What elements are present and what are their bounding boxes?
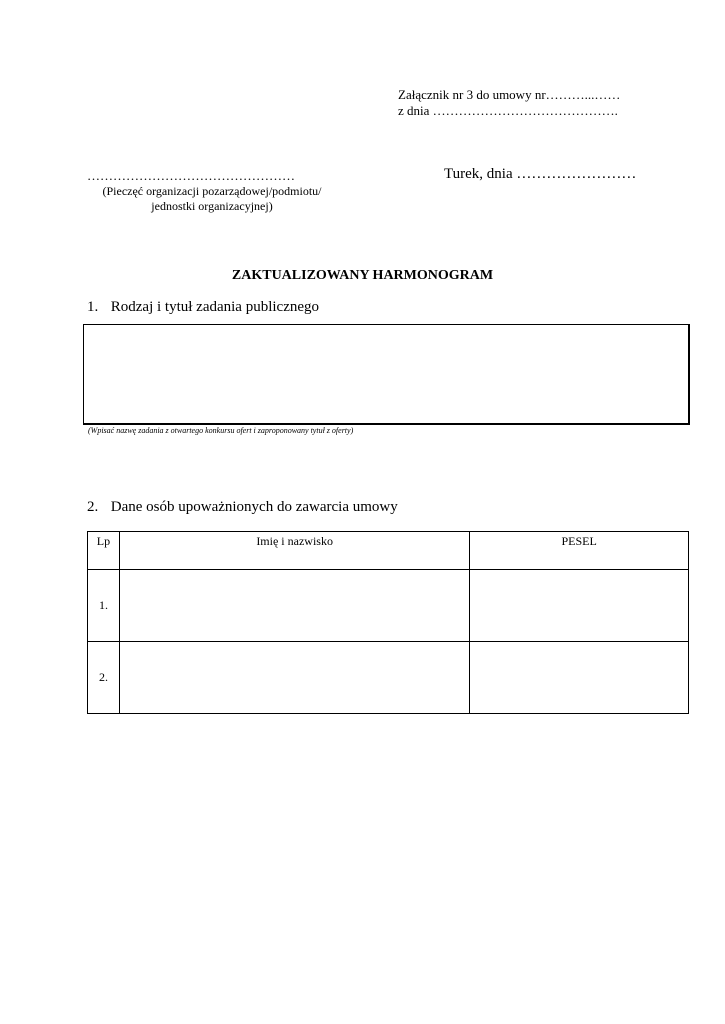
section-2-title: Dane osób upoważnionych do zawarcia umowy bbox=[110, 499, 398, 515]
pesel-field[interactable] bbox=[470, 570, 689, 642]
annex-contract-date: z dnia ……………………………………. bbox=[398, 103, 618, 118]
table-row bbox=[88, 642, 689, 714]
document-title: ZAKTUALIZOWANY HARMONOGRAM bbox=[231, 268, 494, 283]
row-number: 1. bbox=[88, 570, 120, 642]
name-field[interactable] bbox=[119, 570, 469, 642]
table-header-row bbox=[88, 532, 689, 570]
place-and-date: Turek, dnia …………………… bbox=[444, 166, 637, 182]
column-header-pesel: PESEL bbox=[470, 532, 689, 570]
annex-contract-number: Załącznik nr 3 do umowy nr………...…… bbox=[398, 87, 621, 102]
pesel-field[interactable] bbox=[470, 642, 689, 714]
column-header-name: Imię i nazwisko bbox=[119, 532, 469, 570]
section-1-title: Rodzaj i tytuł zadania publicznego bbox=[110, 299, 320, 315]
table-row bbox=[88, 570, 689, 642]
task-title-field[interactable] bbox=[83, 324, 690, 425]
column-header-lp: Lp bbox=[88, 532, 120, 570]
task-title-hint: (Wpisać nazwę zadania z otwartego konkursu ofert i zaproponowany tytuł z oferty) bbox=[88, 426, 354, 435]
row-number: 2. bbox=[88, 642, 120, 714]
stamp-caption-line-2: jednostki organizacyjnej) bbox=[151, 199, 273, 213]
stamp-signature-line: ………………………………………… bbox=[87, 168, 295, 183]
section-2-heading bbox=[87, 499, 398, 516]
authorized-persons-table bbox=[87, 531, 689, 714]
name-field[interactable] bbox=[119, 642, 469, 714]
section-2-number: 2. bbox=[87, 499, 99, 515]
annex-reference bbox=[398, 87, 620, 119]
section-1-heading bbox=[87, 299, 319, 316]
stamp-caption-line-1: (Pieczęć organizacji pozarządowej/podmiotu/ bbox=[102, 184, 322, 198]
section-1-number: 1. bbox=[87, 299, 99, 315]
stamp-caption bbox=[87, 184, 337, 214]
